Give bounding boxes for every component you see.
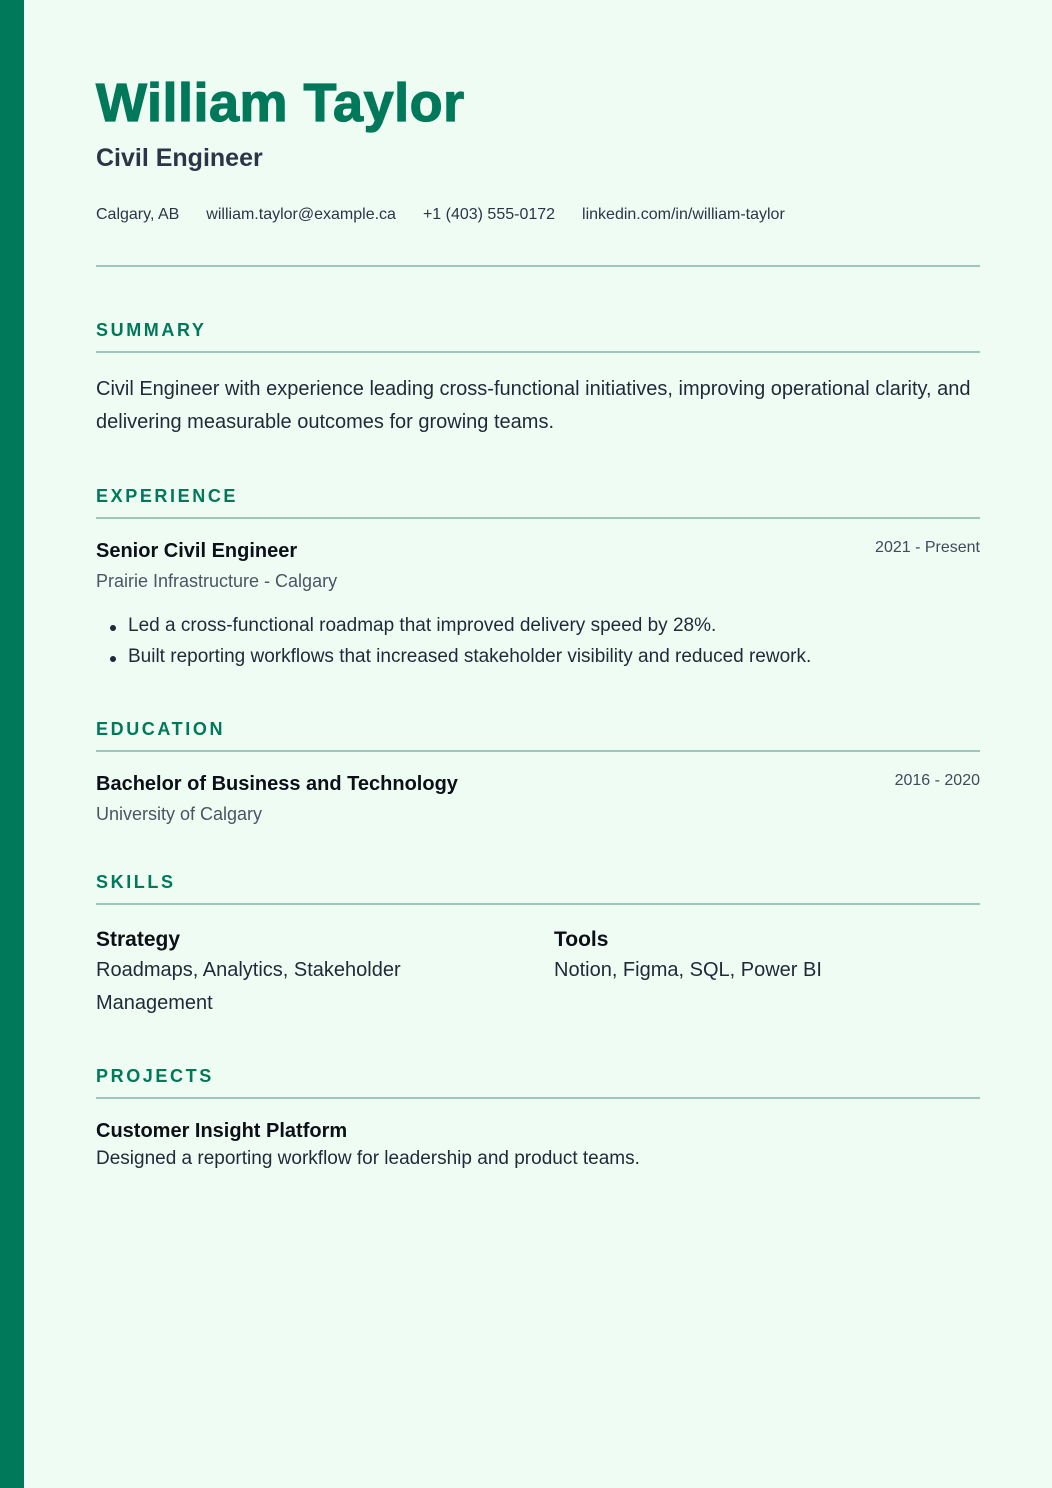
accent-sidebar-bar [0, 0, 24, 1488]
section-title-skills: SKILLS [96, 872, 176, 892]
education-divider [96, 750, 980, 752]
section-title-education: EDUCATION [96, 719, 226, 739]
candidate-role: Civil Engineer [96, 144, 263, 172]
section-title-experience: EXPERIENCE [96, 486, 239, 506]
project-name: Customer Insight Platform [96, 1120, 348, 1142]
skill-group-value: Roadmaps, Analytics, Stakeholder Management [96, 959, 401, 1014]
section-title-projects: PROJECTS [96, 1066, 214, 1086]
candidate-name: William Taylor [96, 73, 465, 133]
contact-location: Calgary, AB [96, 206, 180, 223]
bullet-dot-icon [110, 656, 116, 662]
projects-divider [96, 1097, 980, 1099]
skill-group-name: Strategy [96, 928, 181, 951]
summary-text: Civil Engineer with experience leading cross-functional initiatives, improving operational clarity, and delivering measurable outcomes for growing teams. [96, 378, 971, 433]
project-description: Designed a reporting workflow for leadership and product teams. [96, 1148, 640, 1169]
job-title: Senior Civil Engineer [96, 540, 298, 562]
contact-linkedin[interactable]: linkedin.com/in/william-taylor [582, 206, 785, 223]
skill-group-strategy [96, 928, 436, 1020]
job-company: Prairie Infrastructure - Calgary [96, 571, 338, 591]
header-divider [96, 265, 980, 267]
bullet-text: Built reporting workflows that increased stakeholder visibility and reduced rework. [128, 646, 812, 667]
education-degree: Bachelor of Business and Technology [96, 773, 458, 795]
skill-group-tools [554, 928, 894, 987]
contact-line [96, 205, 812, 225]
contact-email[interactable]: william.taylor@example.ca [206, 206, 396, 223]
summary-divider [96, 351, 980, 353]
skills-divider [96, 903, 980, 905]
contact-phone[interactable]: +1 (403) 555-0172 [422, 206, 556, 223]
education-school: University of Calgary [96, 804, 263, 824]
education-dates: 2016 - 2020 [894, 772, 980, 789]
bullet-dot-icon [110, 625, 116, 631]
bullet-text: Led a cross-functional roadmap that improved delivery speed by 28%. [128, 615, 717, 636]
skill-group-name: Tools [554, 928, 609, 951]
job-dates: 2021 - Present [875, 539, 980, 556]
experience-divider [96, 517, 980, 519]
skill-group-value: Notion, Figma, SQL, Power BI [554, 959, 822, 981]
section-title-summary: SUMMARY [96, 320, 207, 340]
